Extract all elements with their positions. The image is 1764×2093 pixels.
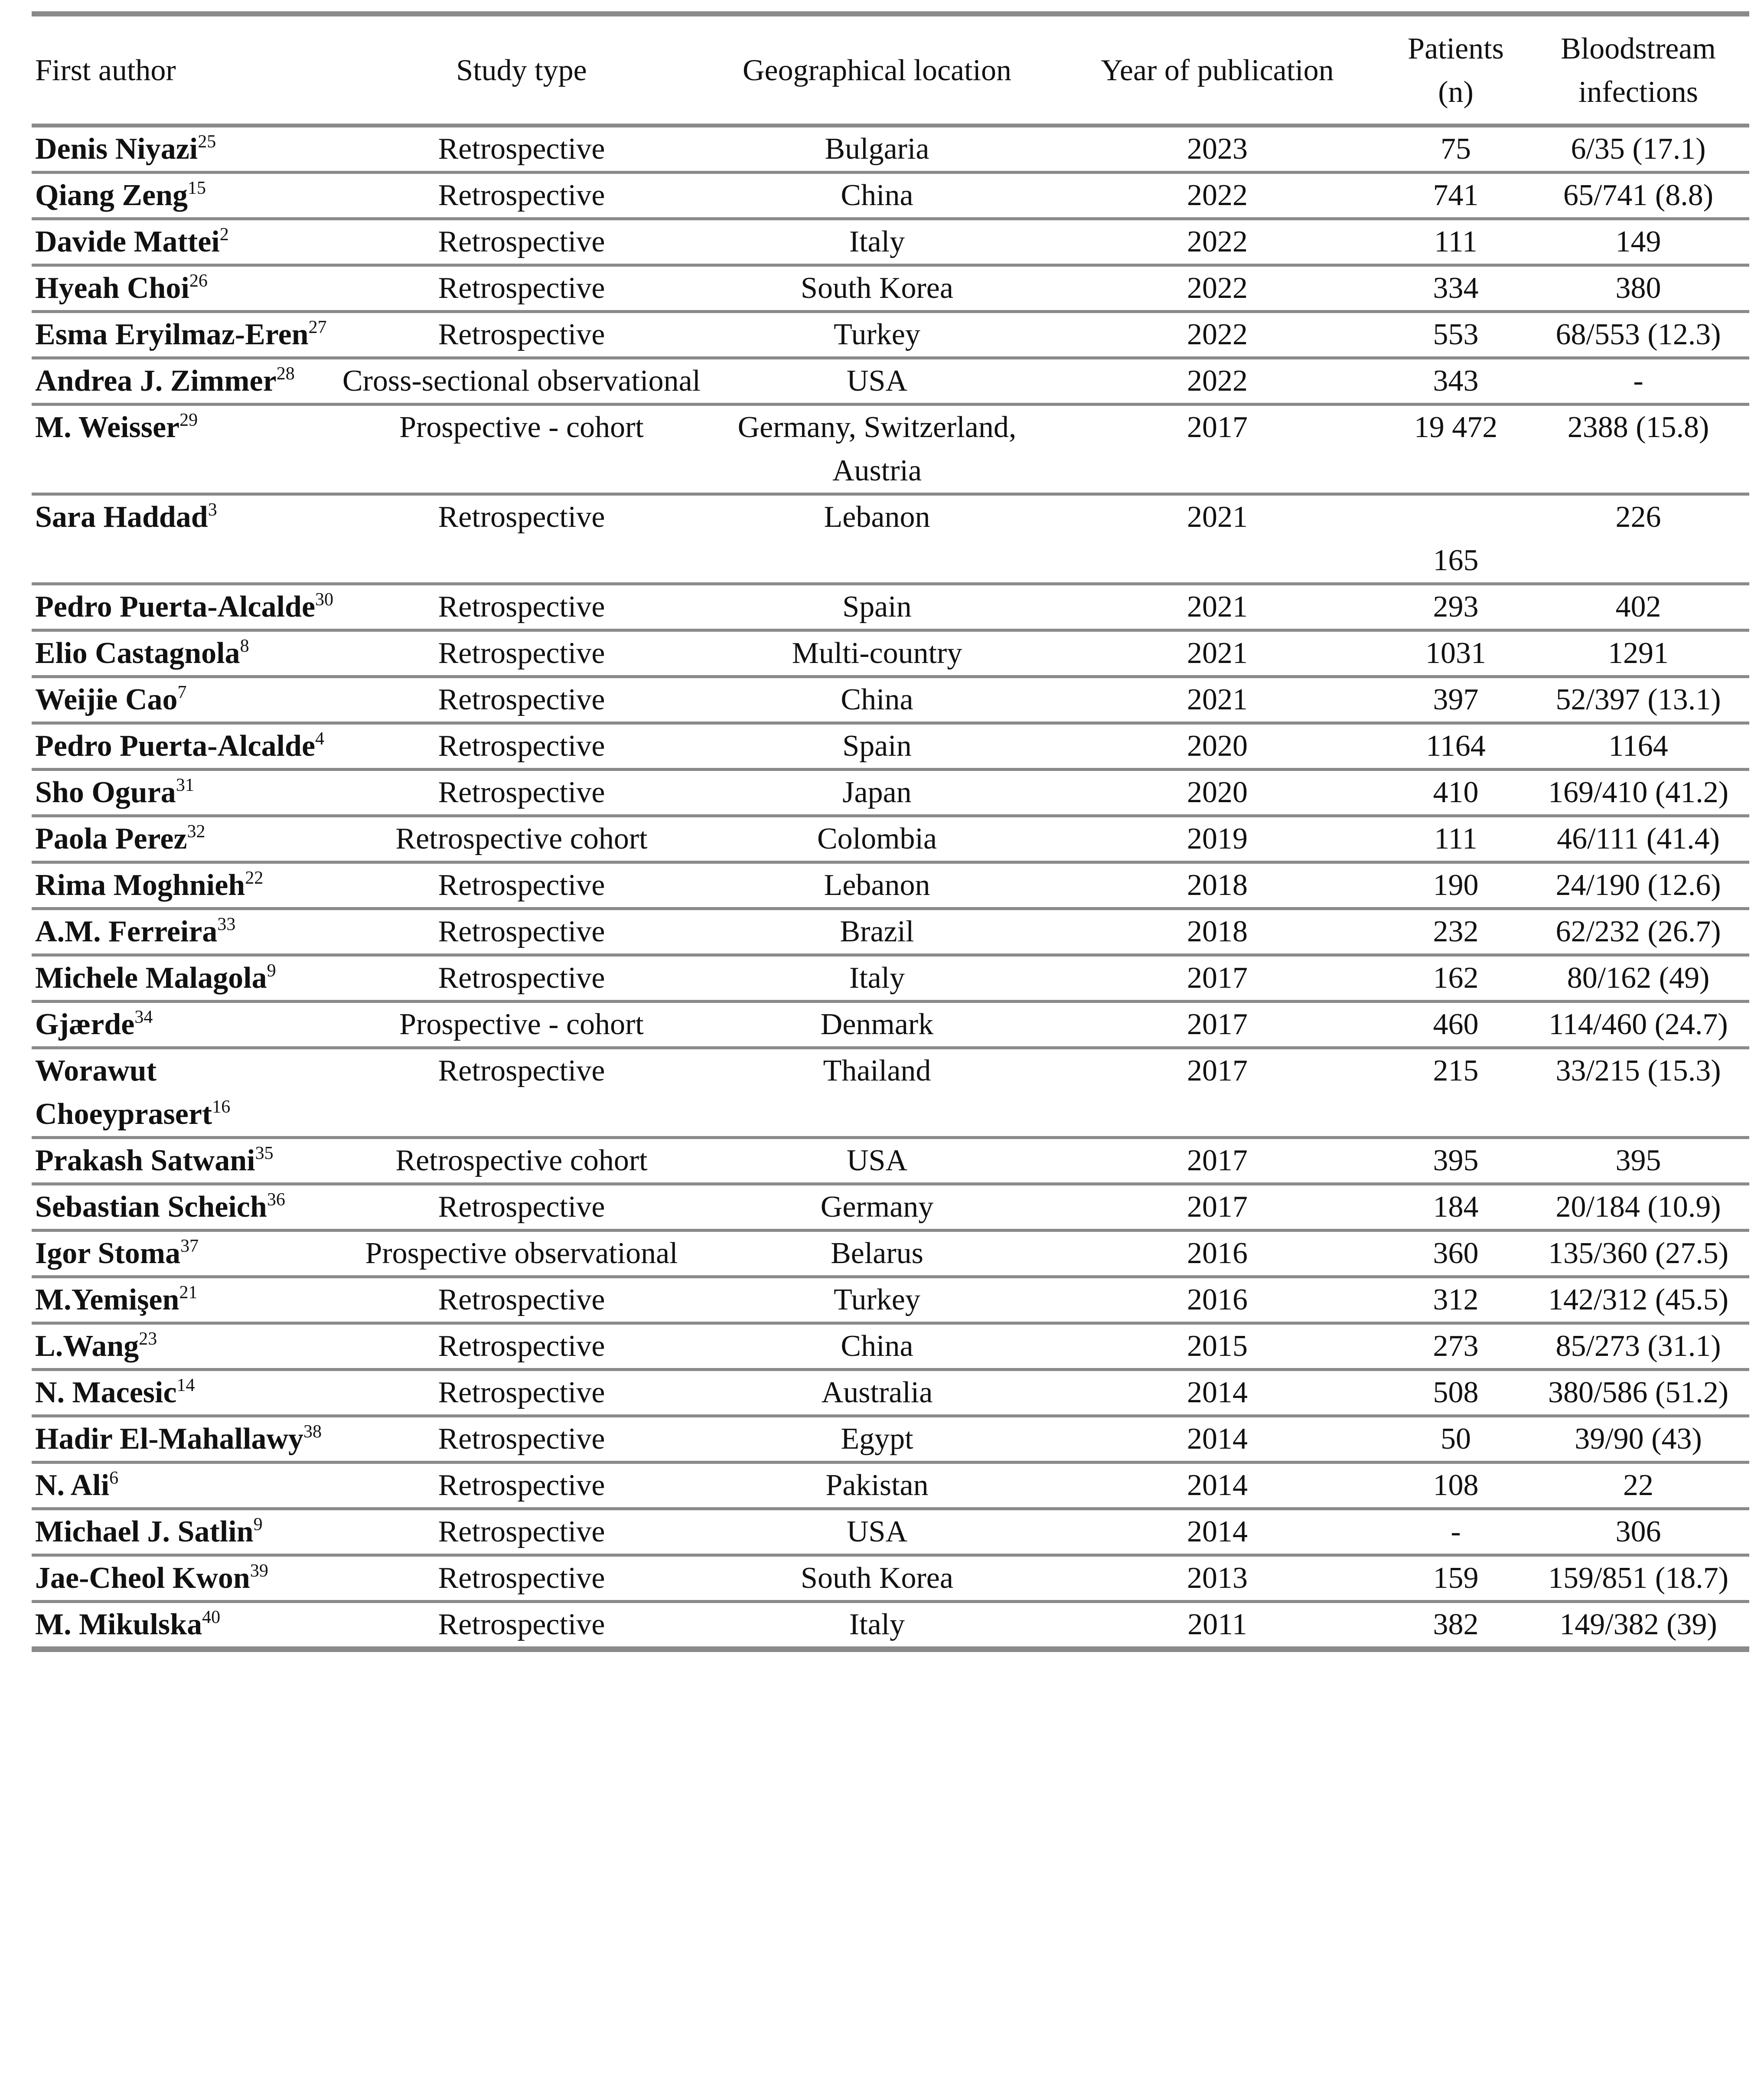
reference-number: 36 <box>267 1190 285 1210</box>
cell-study-type: Retrospective cohort <box>339 816 704 862</box>
reference-number: 39 <box>250 1561 268 1581</box>
cell-geographical-location: Germany, Switzerland, Austria <box>704 405 1050 494</box>
cell-year-of-publication: 2014 <box>1050 1463 1384 1509</box>
reference-number: 27 <box>308 317 327 337</box>
table-row <box>32 1416 1749 1463</box>
cell-geographical-location: Thailand <box>704 1048 1050 1138</box>
cell-study-type: Retrospective <box>339 1370 704 1416</box>
cell-geographical-location: USA <box>704 1509 1050 1555</box>
cell-geographical-location: South Korea <box>704 1555 1050 1602</box>
cell-study-type: Prospective - cohort <box>339 1002 704 1048</box>
cell-year-of-publication: 2014 <box>1050 1509 1384 1555</box>
cell-patients: 508 <box>1384 1370 1527 1416</box>
cell-year-of-publication: 2022 <box>1050 173 1384 219</box>
reference-number: 40 <box>202 1607 221 1627</box>
author-name: Elio Castagnola <box>35 637 240 670</box>
table-row <box>32 1184 1749 1231</box>
cell-year-of-publication: 2017 <box>1050 1002 1384 1048</box>
cell-geographical-location: Colombia <box>704 816 1050 862</box>
header-patients: Patients (n) <box>1384 17 1527 126</box>
cell-bloodstream-infections: 135/360 (27.5) <box>1527 1231 1749 1277</box>
reference-number: 26 <box>189 271 208 291</box>
cell-first-author <box>32 909 339 955</box>
reference-number: 22 <box>245 868 264 888</box>
cell-bloodstream-infections: 226 <box>1527 494 1749 584</box>
table-row <box>32 1370 1749 1416</box>
reference-number: 21 <box>179 1283 198 1303</box>
cell-first-author <box>32 126 339 173</box>
cell-year-of-publication: 2021 <box>1050 584 1384 630</box>
cell-first-author <box>32 1277 339 1323</box>
cell-bloodstream-infections: 395 <box>1527 1138 1749 1184</box>
author-name: Gjærde <box>35 1008 135 1041</box>
cell-geographical-location: Australia <box>704 1370 1050 1416</box>
cell-year-of-publication: 2017 <box>1050 955 1384 1002</box>
cell-patients: 190 <box>1384 862 1527 909</box>
cell-bloodstream-infections: 62/232 (26.7) <box>1527 909 1749 955</box>
cell-geographical-location: Spain <box>704 723 1050 770</box>
cell-first-author <box>32 677 339 723</box>
cell-patients: 382 <box>1384 1602 1527 1649</box>
table-row <box>32 955 1749 1002</box>
author-name: N. Ali <box>35 1469 110 1502</box>
cell-bloodstream-infections: - <box>1527 358 1749 405</box>
cell-bloodstream-infections: 149/382 (39) <box>1527 1602 1749 1649</box>
table-row <box>32 219 1749 265</box>
cell-geographical-location: Denmark <box>704 1002 1050 1048</box>
author-name: Pedro Puerta-Alcalde <box>35 590 316 624</box>
cell-patients: 273 <box>1384 1323 1527 1370</box>
cell-bloodstream-infections: 20/184 (10.9) <box>1527 1184 1749 1231</box>
cell-study-type: Retrospective <box>339 1602 704 1649</box>
cell-first-author <box>32 1555 339 1602</box>
cell-geographical-location: Germany <box>704 1184 1050 1231</box>
table-row <box>32 1002 1749 1048</box>
cell-study-type: Retrospective <box>339 862 704 909</box>
cell-study-type: Retrospective <box>339 630 704 677</box>
cell-patients: 553 <box>1384 312 1527 358</box>
author-name: Jae-Cheol Kwon <box>35 1561 250 1595</box>
reference-number: 9 <box>253 1515 263 1535</box>
cell-first-author <box>32 1370 339 1416</box>
cell-first-author <box>32 1416 339 1463</box>
cell-bloodstream-infections: 85/273 (31.1) <box>1527 1323 1749 1370</box>
cell-first-author <box>32 265 339 312</box>
cell-study-type: Cross-sectional observational <box>339 358 704 405</box>
author-name: A.M. Ferreira <box>35 915 218 948</box>
author-name: L.Wang <box>35 1329 139 1363</box>
table-row <box>32 770 1749 816</box>
header-first-author: First author <box>32 17 339 126</box>
cell-study-type: Retrospective <box>339 1323 704 1370</box>
cell-first-author <box>32 1002 339 1048</box>
reference-number: 8 <box>240 636 249 656</box>
author-name: M. Weisser <box>35 411 180 444</box>
cell-geographical-location: Multi-country <box>704 630 1050 677</box>
author-name: Michele Malagola <box>35 961 267 995</box>
reference-number: 2 <box>219 225 229 245</box>
cell-patients: 293 <box>1384 584 1527 630</box>
cell-patients: 343 <box>1384 358 1527 405</box>
cell-study-type: Retrospective <box>339 1463 704 1509</box>
cell-bloodstream-infections: 46/111 (41.4) <box>1527 816 1749 862</box>
cell-patients: 165 <box>1384 494 1527 584</box>
cell-bloodstream-infections: 52/397 (13.1) <box>1527 677 1749 723</box>
cell-bloodstream-infections: 114/460 (24.7) <box>1527 1002 1749 1048</box>
cell-geographical-location: Turkey <box>704 1277 1050 1323</box>
reference-number: 33 <box>217 914 236 934</box>
cell-geographical-location: Belarus <box>704 1231 1050 1277</box>
cell-year-of-publication: 2022 <box>1050 358 1384 405</box>
studies-table <box>32 17 1749 1652</box>
author-name: Sebastian Scheich <box>35 1190 267 1224</box>
cell-first-author <box>32 1231 339 1277</box>
author-name: Paola Perez <box>35 822 187 855</box>
author-name: Sara Haddad <box>35 500 208 534</box>
cell-bloodstream-infections: 68/553 (12.3) <box>1527 312 1749 358</box>
table-row <box>32 1602 1749 1649</box>
author-name: Michael J. Satlin <box>35 1515 254 1548</box>
cell-year-of-publication: 2021 <box>1050 677 1384 723</box>
cell-first-author <box>32 723 339 770</box>
cell-patients: 215 <box>1384 1048 1527 1138</box>
table-body <box>32 126 1749 1649</box>
cell-patients: 50 <box>1384 1416 1527 1463</box>
cell-first-author <box>32 1048 339 1138</box>
cell-patients: 397 <box>1384 677 1527 723</box>
table-row <box>32 723 1749 770</box>
table-row <box>32 312 1749 358</box>
reference-number: 30 <box>315 590 334 610</box>
table-row <box>32 405 1749 494</box>
cell-bloodstream-infections: 149 <box>1527 219 1749 265</box>
cell-study-type: Retrospective <box>339 312 704 358</box>
author-name: Hyeah Choi <box>35 271 189 305</box>
cell-bloodstream-infections: 80/162 (49) <box>1527 955 1749 1002</box>
cell-patients: 75 <box>1384 126 1527 173</box>
cell-patients: 312 <box>1384 1277 1527 1323</box>
table-row <box>32 173 1749 219</box>
author-name: Prakash Satwani <box>35 1144 255 1177</box>
cell-bloodstream-infections: 380 <box>1527 265 1749 312</box>
cell-bloodstream-infections: 65/741 (8.8) <box>1527 173 1749 219</box>
cell-study-type: Retrospective <box>339 909 704 955</box>
cell-geographical-location: China <box>704 1323 1050 1370</box>
cell-year-of-publication: 2021 <box>1050 494 1384 584</box>
cell-year-of-publication: 2017 <box>1050 1184 1384 1231</box>
author-name: M.Yemişen <box>35 1283 179 1316</box>
table-row <box>32 1555 1749 1602</box>
cell-patients: 108 <box>1384 1463 1527 1509</box>
reference-number: 16 <box>212 1097 231 1117</box>
cell-first-author <box>32 862 339 909</box>
cell-geographical-location: Italy <box>704 955 1050 1002</box>
cell-patients: 162 <box>1384 955 1527 1002</box>
cell-year-of-publication: 2023 <box>1050 126 1384 173</box>
table-row <box>32 630 1749 677</box>
cell-year-of-publication: 2017 <box>1050 1048 1384 1138</box>
cell-bloodstream-infections: 142/312 (45.5) <box>1527 1277 1749 1323</box>
cell-patients: 360 <box>1384 1231 1527 1277</box>
cell-year-of-publication: 2022 <box>1050 312 1384 358</box>
cell-bloodstream-infections: 380/586 (51.2) <box>1527 1370 1749 1416</box>
cell-study-type: Retrospective cohort <box>339 1138 704 1184</box>
cell-geographical-location: Japan <box>704 770 1050 816</box>
reference-number: 28 <box>276 364 295 384</box>
cell-geographical-location: Pakistan <box>704 1463 1050 1509</box>
cell-year-of-publication: 2016 <box>1050 1277 1384 1323</box>
cell-study-type: Retrospective <box>339 1184 704 1231</box>
cell-year-of-publication: 2015 <box>1050 1323 1384 1370</box>
table-row <box>32 677 1749 723</box>
cell-bloodstream-infections: 169/410 (41.2) <box>1527 770 1749 816</box>
cell-year-of-publication: 2011 <box>1050 1602 1384 1649</box>
cell-study-type: Retrospective <box>339 265 704 312</box>
reference-number: 29 <box>179 410 198 430</box>
cell-geographical-location: USA <box>704 1138 1050 1184</box>
cell-patients: 741 <box>1384 173 1527 219</box>
cell-study-type: Retrospective <box>339 173 704 219</box>
cell-first-author <box>32 816 339 862</box>
cell-geographical-location: Lebanon <box>704 494 1050 584</box>
author-name: Andrea J. Zimmer <box>35 364 277 398</box>
cell-first-author <box>32 494 339 584</box>
cell-year-of-publication: 2020 <box>1050 770 1384 816</box>
cell-study-type: Retrospective <box>339 584 704 630</box>
reference-number: 23 <box>139 1329 157 1349</box>
author-name: Esma Eryilmaz-Eren <box>35 318 309 351</box>
cell-bloodstream-infections: 1291 <box>1527 630 1749 677</box>
cell-year-of-publication: 2018 <box>1050 909 1384 955</box>
reference-number: 9 <box>267 961 276 981</box>
reference-number: 14 <box>176 1375 195 1395</box>
cell-geographical-location: South Korea <box>704 265 1050 312</box>
cell-first-author <box>32 219 339 265</box>
cell-first-author <box>32 1323 339 1370</box>
table-row <box>32 126 1749 173</box>
reference-number: 15 <box>188 178 206 198</box>
cell-study-type: Retrospective <box>339 1416 704 1463</box>
cell-geographical-location: Italy <box>704 219 1050 265</box>
cell-bloodstream-infections: 24/190 (12.6) <box>1527 862 1749 909</box>
cell-first-author <box>32 584 339 630</box>
cell-study-type: Retrospective <box>339 1509 704 1555</box>
table-row <box>32 1323 1749 1370</box>
table-row <box>32 494 1749 584</box>
author-name: Rima Moghnieh <box>35 869 245 902</box>
cell-geographical-location: Egypt <box>704 1416 1050 1463</box>
author-name: Igor Stoma <box>35 1237 181 1270</box>
header-year-of-publication: Year of publication <box>1050 17 1384 126</box>
cell-bloodstream-infections: 159/851 (18.7) <box>1527 1555 1749 1602</box>
table-row <box>32 358 1749 405</box>
cell-patients: 111 <box>1384 816 1527 862</box>
author-name: Davide Mattei <box>35 225 220 258</box>
table-row <box>32 1463 1749 1509</box>
cell-bloodstream-infections: 33/215 (15.3) <box>1527 1048 1749 1138</box>
reference-number: 32 <box>187 822 205 842</box>
reference-number: 25 <box>198 132 216 152</box>
cell-patients: 1031 <box>1384 630 1527 677</box>
reference-number: 37 <box>180 1236 199 1256</box>
reference-number: 6 <box>109 1468 119 1488</box>
cell-year-of-publication: 2013 <box>1050 1555 1384 1602</box>
table-row <box>32 1048 1749 1138</box>
cell-year-of-publication: 2018 <box>1050 862 1384 909</box>
cell-bloodstream-infections: 6/35 (17.1) <box>1527 126 1749 173</box>
cell-first-author <box>32 955 339 1002</box>
cell-year-of-publication: 2021 <box>1050 630 1384 677</box>
cell-patients: 111 <box>1384 219 1527 265</box>
reference-number: 31 <box>176 775 194 795</box>
cell-geographical-location: Bulgaria <box>704 126 1050 173</box>
cell-geographical-location: Brazil <box>704 909 1050 955</box>
cell-study-type: Retrospective <box>339 494 704 584</box>
cell-year-of-publication: 2014 <box>1050 1370 1384 1416</box>
cell-year-of-publication: 2017 <box>1050 1138 1384 1184</box>
cell-geographical-location: USA <box>704 358 1050 405</box>
table-row <box>32 1138 1749 1184</box>
author-name: Qiang Zeng <box>35 179 188 212</box>
cell-study-type: Retrospective <box>339 1277 704 1323</box>
cell-patients: 19 472 <box>1384 405 1527 494</box>
cell-bloodstream-infections: 22 <box>1527 1463 1749 1509</box>
cell-geographical-location: Italy <box>704 1602 1050 1649</box>
cell-bloodstream-infections: 306 <box>1527 1509 1749 1555</box>
cell-study-type: Retrospective <box>339 770 704 816</box>
cell-patients: 334 <box>1384 265 1527 312</box>
reference-number: 3 <box>208 500 217 520</box>
cell-geographical-location: China <box>704 173 1050 219</box>
cell-year-of-publication: 2016 <box>1050 1231 1384 1277</box>
reference-number: 7 <box>177 682 187 702</box>
cell-first-author <box>32 1509 339 1555</box>
table-row <box>32 584 1749 630</box>
cell-year-of-publication: 2014 <box>1050 1416 1384 1463</box>
cell-patients: 460 <box>1384 1002 1527 1048</box>
author-name: N. Macesic <box>35 1376 177 1409</box>
table-row <box>32 1509 1749 1555</box>
cell-patients: 1164 <box>1384 723 1527 770</box>
cell-bloodstream-infections: 2388 (15.8) <box>1527 405 1749 494</box>
cell-year-of-publication: 2020 <box>1050 723 1384 770</box>
cell-year-of-publication: 2019 <box>1050 816 1384 862</box>
table-row <box>32 862 1749 909</box>
cell-study-type: Prospective - cohort <box>339 405 704 494</box>
cell-study-type: Retrospective <box>339 1048 704 1138</box>
table-row <box>32 816 1749 862</box>
table-row <box>32 909 1749 955</box>
cell-patients: 410 <box>1384 770 1527 816</box>
header-geographical-location: Geographical location <box>704 17 1050 126</box>
cell-bloodstream-infections: 402 <box>1527 584 1749 630</box>
cell-geographical-location: Turkey <box>704 312 1050 358</box>
cell-first-author <box>32 405 339 494</box>
table-header-row <box>32 17 1749 126</box>
cell-bloodstream-infections: 1164 <box>1527 723 1749 770</box>
cell-patients: - <box>1384 1509 1527 1555</box>
table-top-rule <box>32 11 1749 16</box>
header-study-type: Study type <box>339 17 704 126</box>
cell-first-author <box>32 358 339 405</box>
cell-first-author <box>32 1463 339 1509</box>
cell-study-type: Retrospective <box>339 1555 704 1602</box>
table-row <box>32 265 1749 312</box>
author-name: Sho Ogura <box>35 776 176 809</box>
cell-year-of-publication: 2022 <box>1050 265 1384 312</box>
author-name: Pedro Puerta-Alcalde <box>35 729 316 763</box>
cell-first-author <box>32 1138 339 1184</box>
cell-first-author <box>32 1184 339 1231</box>
cell-year-of-publication: 2022 <box>1050 219 1384 265</box>
reference-number: 38 <box>303 1422 322 1442</box>
reference-number: 35 <box>255 1143 274 1163</box>
cell-patients: 159 <box>1384 1555 1527 1602</box>
cell-study-type: Retrospective <box>339 219 704 265</box>
author-name: Weijie Cao <box>35 683 178 716</box>
cell-study-type: Retrospective <box>339 126 704 173</box>
cell-geographical-location: Lebanon <box>704 862 1050 909</box>
author-name: Hadir El-Mahallawy <box>35 1422 304 1456</box>
author-name: Denis Niyazi <box>35 132 198 166</box>
cell-geographical-location: Spain <box>704 584 1050 630</box>
author-name: Worawut Choeyprasert <box>35 1054 212 1131</box>
cell-study-type: Retrospective <box>339 723 704 770</box>
cell-study-type: Retrospective <box>339 955 704 1002</box>
cell-first-author <box>32 630 339 677</box>
cell-first-author <box>32 312 339 358</box>
reference-number: 4 <box>315 729 325 749</box>
cell-geographical-location: China <box>704 677 1050 723</box>
table-row <box>32 1277 1749 1323</box>
cell-patients: 184 <box>1384 1184 1527 1231</box>
cell-patients: 395 <box>1384 1138 1527 1184</box>
cell-study-type: Prospective observational <box>339 1231 704 1277</box>
table-row <box>32 1231 1749 1277</box>
cell-bloodstream-infections: 39/90 (43) <box>1527 1416 1749 1463</box>
reference-number: 34 <box>134 1007 153 1027</box>
author-name: M. Mikulska <box>35 1608 202 1641</box>
cell-first-author <box>32 1602 339 1649</box>
cell-first-author <box>32 770 339 816</box>
cell-patients: 232 <box>1384 909 1527 955</box>
cell-first-author <box>32 173 339 219</box>
cell-year-of-publication: 2017 <box>1050 405 1384 494</box>
cell-study-type: Retrospective <box>339 677 704 723</box>
header-bloodstream-infections: Bloodstream infections <box>1527 17 1749 126</box>
